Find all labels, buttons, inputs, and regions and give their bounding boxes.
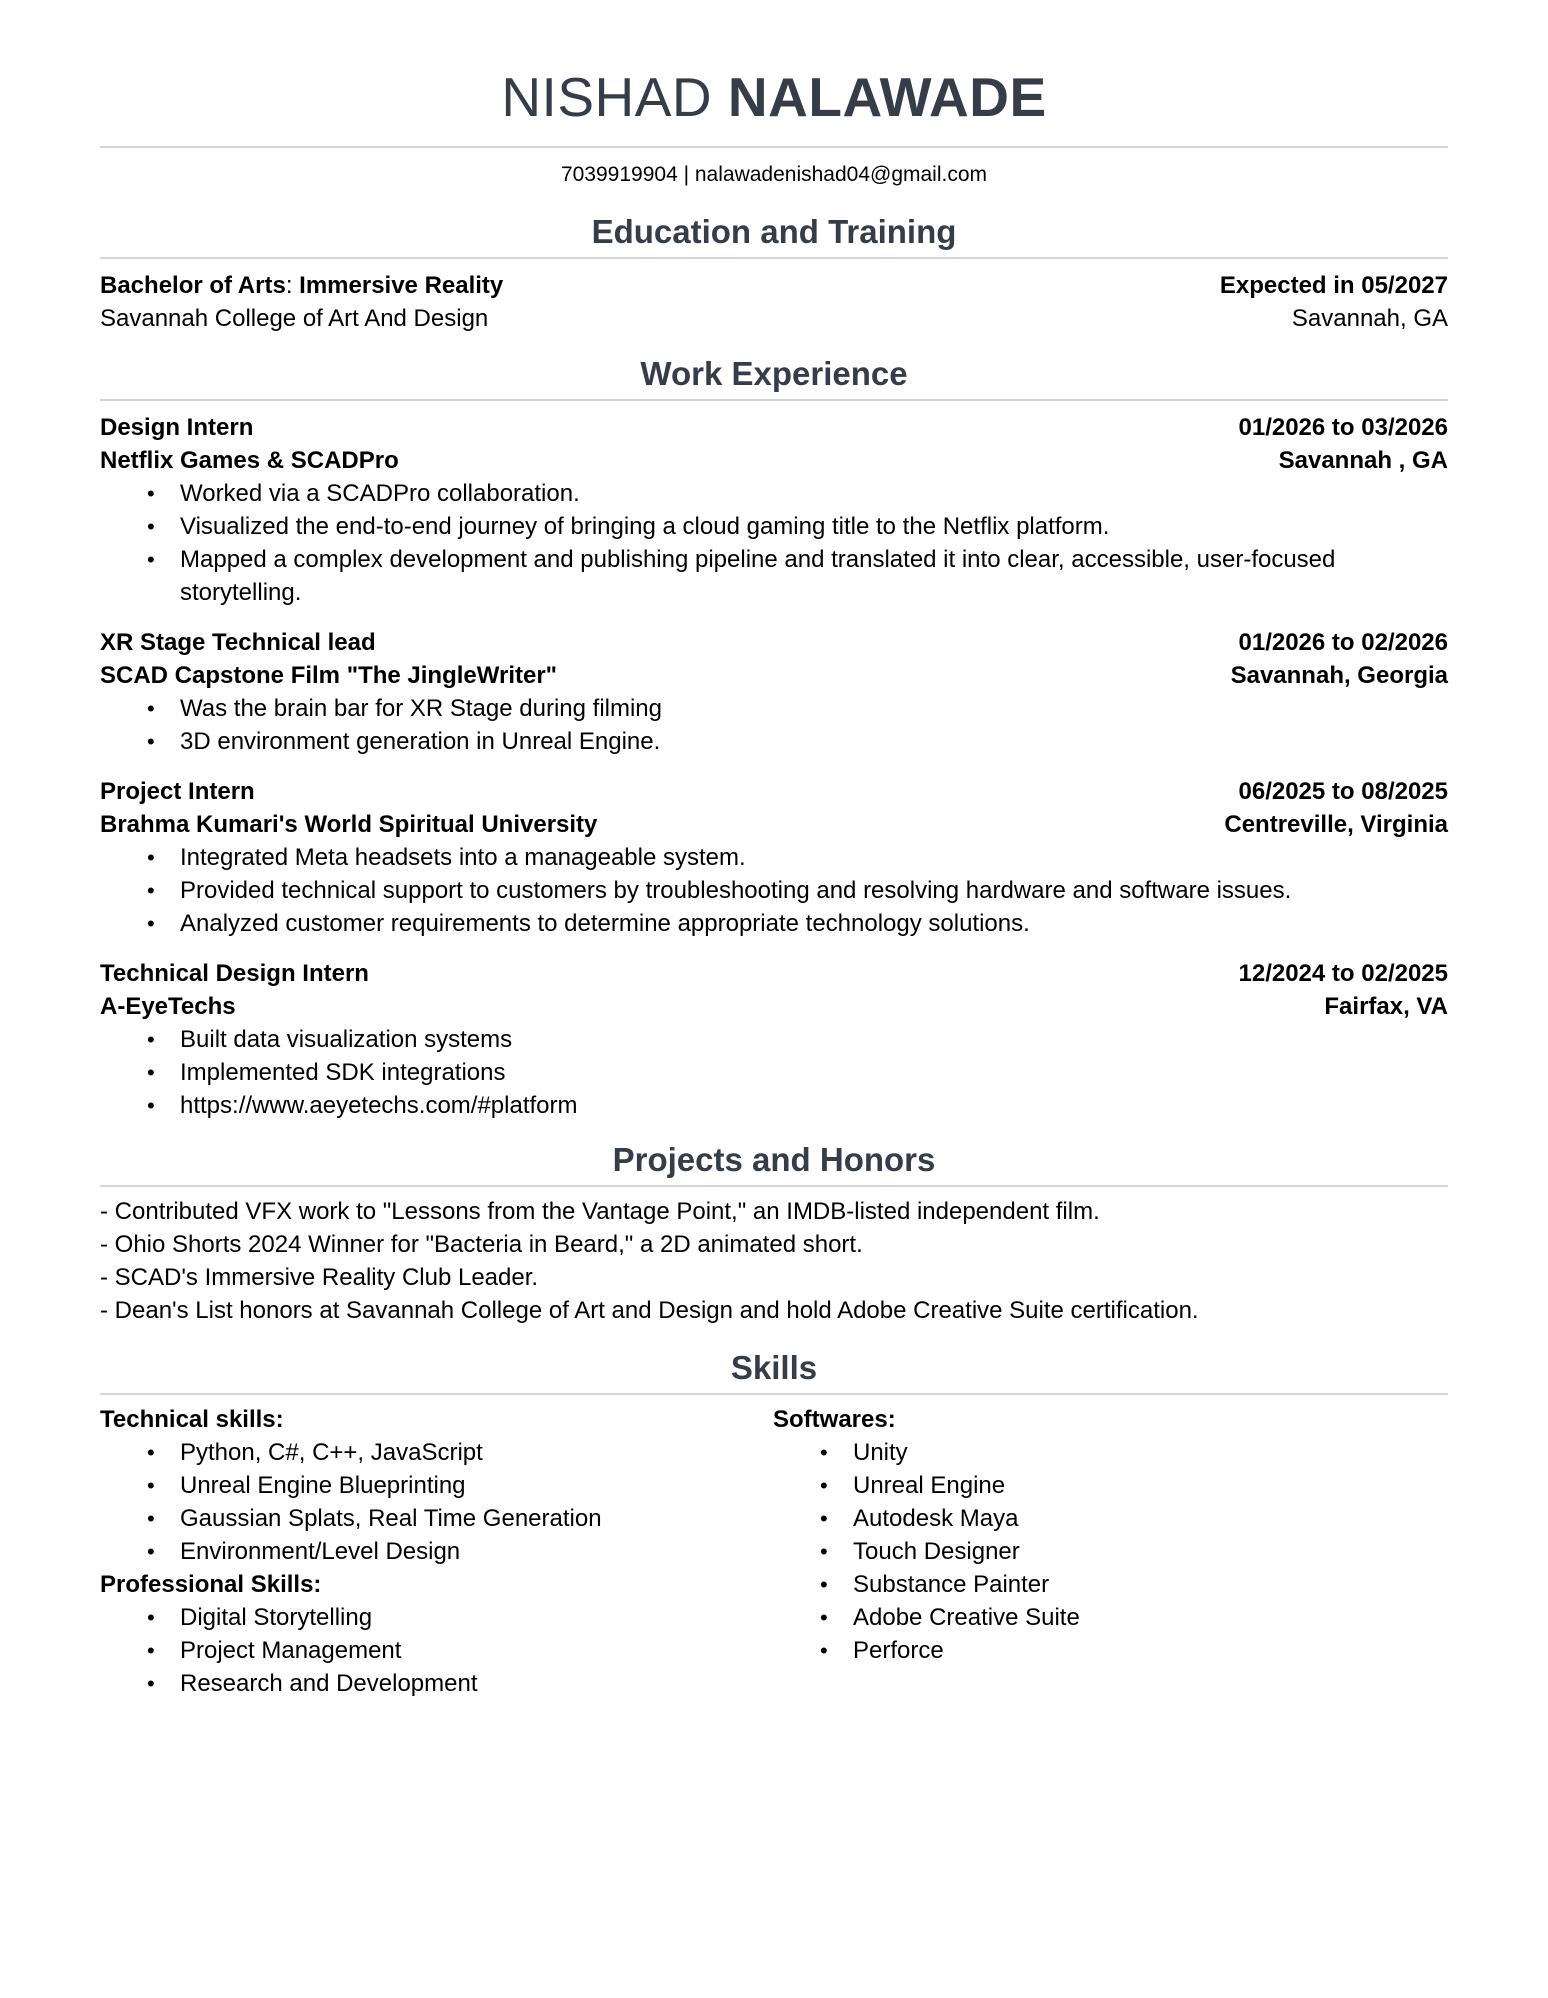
job-bullets (100, 1023, 1448, 1122)
technical-skills-label: Technical skills: (100, 1406, 284, 1433)
software-label: Softwares: (773, 1406, 896, 1433)
degree: Bachelor of Arts (100, 272, 286, 299)
job-entry (100, 957, 1448, 1122)
job-bullet: • Visualized the end-to-end journey of bringing a cloud gaming title to the Netflix platform. (180, 510, 1448, 543)
skill-item: • Environment/Level Design (180, 1535, 773, 1568)
software-item: • Autodesk Maya (853, 1502, 1448, 1535)
job-dates: 06/2025 to 08/2025 (1238, 778, 1448, 805)
technical-skills-list (100, 1436, 773, 1568)
job-role: Design Intern (100, 414, 254, 441)
job-bullet: • Integrated Meta headsets into a manageable system. (180, 841, 1448, 874)
skill-item: • Research and Development (180, 1667, 773, 1700)
school-location: Savannah, GA (1291, 305, 1448, 332)
project-item: - Ohio Shorts 2024 Winner for "Bacteria in Beard," a 2D animated short. (100, 1231, 863, 1258)
school-name: Savannah College of Art And Design (100, 305, 489, 332)
job-dates: 01/2026 to 03/2026 (1238, 414, 1448, 441)
job-location: Savannah, Georgia (1230, 662, 1448, 689)
job-company: Netflix Games & SCADPro (100, 447, 399, 474)
section-title-projects: Projects and Honors (612, 1141, 936, 1178)
professional-skills-label: Professional Skills: (100, 1571, 322, 1598)
job-bullet: • Was the brain bar for XR Stage during filming (180, 692, 1448, 725)
skills-grid (100, 1403, 1448, 1700)
section-divider (100, 399, 1448, 401)
software-item: • Adobe Creative Suite (853, 1601, 1448, 1634)
job-bullets (100, 692, 1448, 758)
job-bullet: • Analyzed customer requirements to determine appropriate technology solutions. (180, 907, 1448, 940)
software-item: • Substance Painter (853, 1568, 1448, 1601)
job-role: Technical Design Intern (100, 960, 369, 987)
job-dates: 12/2024 to 02/2025 (1238, 960, 1448, 987)
projects-list (100, 1195, 1448, 1327)
last-name: NALAWADE (727, 66, 1047, 128)
section-divider (100, 1393, 1448, 1395)
job-bullet: • Worked via a SCADPro collaboration. (180, 477, 1448, 510)
job-bullets (100, 477, 1448, 609)
job-company: Brahma Kumari's World Spiritual University (100, 811, 598, 838)
section-title-skills: Skills (730, 1349, 818, 1386)
skill-item: • Project Management (180, 1634, 773, 1667)
major: Immersive Reality (299, 272, 504, 299)
job-bullet: • Built data visualization systems (180, 1023, 1448, 1056)
project-item: - Dean's List honors at Savannah College of Art and Design and hold Adobe Creative Suite certification. (100, 1297, 1199, 1324)
professional-skills-list (100, 1601, 773, 1700)
software-item: • Unreal Engine (853, 1469, 1448, 1502)
degree-separator: : (285, 272, 300, 299)
job-bullet: • Mapped a complex development and publishing pipeline and translated it into clear, accessible, user-focused storytelling. (180, 543, 1448, 609)
job-bullets (100, 841, 1448, 940)
job-bullet-link: • https://www.aeyetechs.com/#platform (180, 1089, 1448, 1122)
software-item: • Touch Designer (853, 1535, 1448, 1568)
job-location: Savannah , GA (1278, 447, 1448, 474)
skill-item: • Gaussian Splats, Real Time Generation (180, 1502, 773, 1535)
job-role: Project Intern (100, 778, 255, 805)
job-location: Fairfax, VA (1324, 993, 1448, 1020)
section-divider (100, 257, 1448, 259)
job-dates: 01/2026 to 02/2026 (1238, 629, 1448, 656)
job-company: A-EyeTechs (100, 993, 236, 1020)
section-title-education: Education and Training (591, 213, 957, 250)
job-bullet: • Provided technical support to customers by troubleshooting and resolving hardware and software issues. (180, 874, 1448, 907)
skills-right-column (773, 1403, 1448, 1700)
job-entry (100, 626, 1448, 758)
header-divider (100, 146, 1448, 148)
skills-left-column (100, 1403, 773, 1700)
skill-item: • Digital Storytelling (180, 1601, 773, 1634)
software-item: • Perforce (853, 1634, 1448, 1667)
job-bullet: • 3D environment generation in Unreal Engine. (180, 725, 1448, 758)
job-role: XR Stage Technical lead (100, 629, 376, 656)
project-item: - Contributed VFX work to "Lessons from the Vantage Point," an IMDB-listed independent film. (100, 1198, 1100, 1225)
software-list (773, 1436, 1448, 1667)
job-entry (100, 411, 1448, 609)
skill-item: • Python, C#, C++, JavaScript (180, 1436, 773, 1469)
candidate-name (100, 0, 1448, 132)
job-location: Centreville, Virginia (1224, 811, 1448, 838)
section-divider (100, 1185, 1448, 1187)
job-bullet: • Implemented SDK integrations (180, 1056, 1448, 1089)
section-title-work: Work Experience (640, 355, 908, 392)
education-entry (100, 269, 1448, 335)
project-item: - SCAD's Immersive Reality Club Leader. (100, 1264, 539, 1291)
job-company: SCAD Capstone Film "The JingleWriter" (100, 662, 558, 689)
first-name: NISHAD (501, 66, 713, 128)
contact-info: 7039919904 | nalawadenishad04@gmail.com (560, 163, 988, 186)
education-date: Expected in 05/2027 (1219, 272, 1448, 299)
job-entry (100, 775, 1448, 940)
skill-item: • Unreal Engine Blueprinting (180, 1469, 773, 1502)
software-item: • Unity (853, 1436, 1448, 1469)
